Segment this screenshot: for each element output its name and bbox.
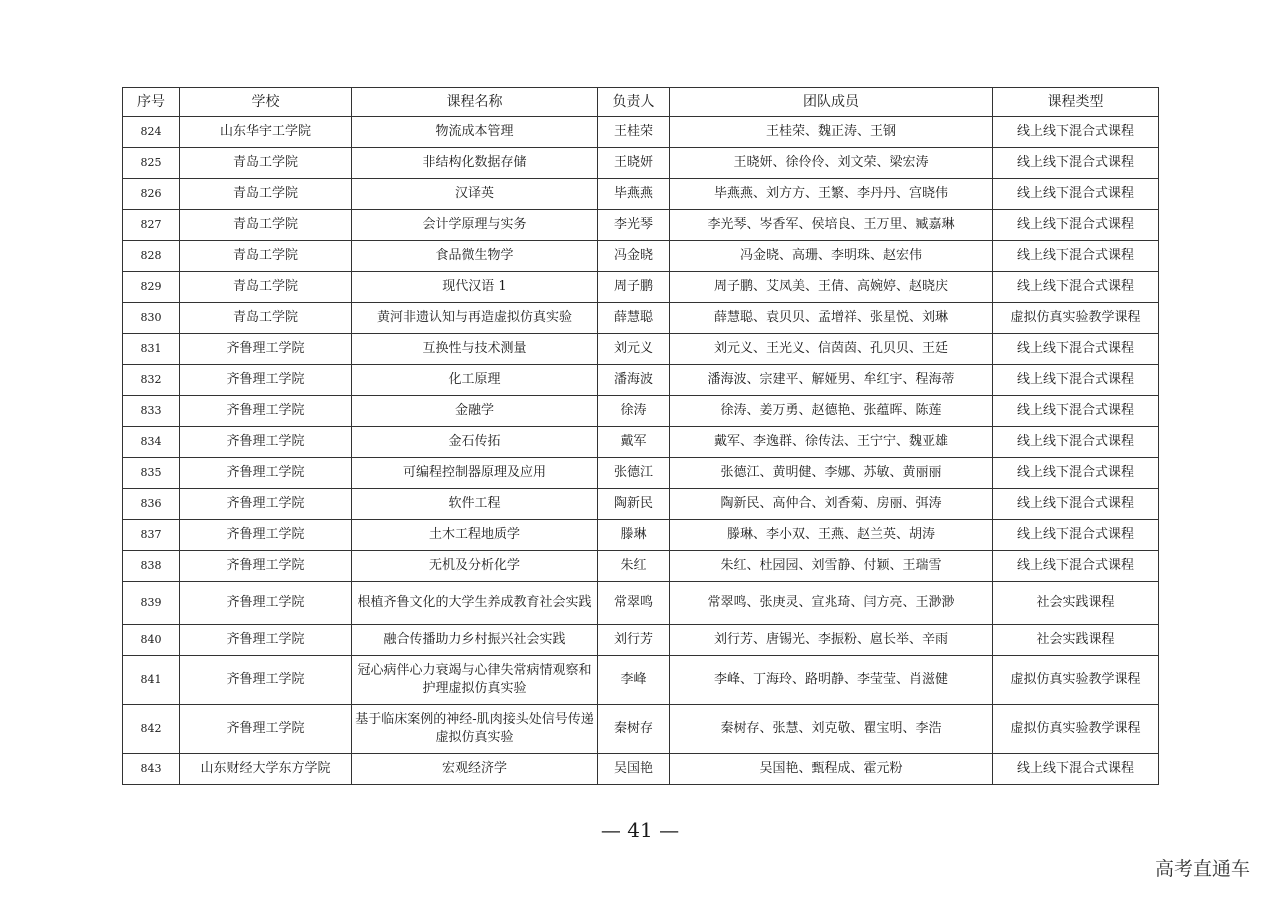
header-course: 课程名称	[352, 88, 598, 117]
cell-no: 835	[123, 458, 180, 489]
cell-members: 张德江、黄明健、李娜、苏敏、黄丽丽	[670, 458, 993, 489]
cell-no: 825	[123, 148, 180, 179]
cell-no: 839	[123, 582, 180, 625]
cell-leader: 陶新民	[598, 489, 670, 520]
cell-type: 虚拟仿真实验教学课程	[993, 303, 1159, 334]
cell-leader: 刘元义	[598, 334, 670, 365]
cell-no: 824	[123, 117, 180, 148]
cell-school: 齐鲁理工学院	[180, 427, 352, 458]
cell-members: 王晓妍、徐伶伶、刘文荣、梁宏涛	[670, 148, 993, 179]
cell-members: 戴军、李逸群、徐传法、王宁宁、魏亚雄	[670, 427, 993, 458]
cell-members: 陶新民、高仲合、刘香菊、房丽、弭涛	[670, 489, 993, 520]
cell-course: 互换性与技术测量	[352, 334, 598, 365]
cell-course: 基于临床案例的神经-肌肉接头处信号传递虚拟仿真实验	[352, 705, 598, 754]
cell-no: 829	[123, 272, 180, 303]
cell-school: 齐鲁理工学院	[180, 656, 352, 705]
cell-no: 843	[123, 754, 180, 785]
cell-no: 833	[123, 396, 180, 427]
cell-school: 齐鲁理工学院	[180, 551, 352, 582]
table-row	[123, 551, 1159, 582]
cell-type: 社会实践课程	[993, 625, 1159, 656]
cell-members: 薛慧聪、袁贝贝、孟增祥、张星悦、刘琳	[670, 303, 993, 334]
cell-leader: 李峰	[598, 656, 670, 705]
table-row	[123, 705, 1159, 754]
header-school: 学校	[180, 88, 352, 117]
cell-no: 837	[123, 520, 180, 551]
cell-leader: 刘行芳	[598, 625, 670, 656]
table-row	[123, 272, 1159, 303]
cell-no: 826	[123, 179, 180, 210]
cell-type: 线上线下混合式课程	[993, 458, 1159, 489]
table-row	[123, 303, 1159, 334]
table-row	[123, 148, 1159, 179]
cell-type: 线上线下混合式课程	[993, 148, 1159, 179]
cell-type: 线上线下混合式课程	[993, 272, 1159, 303]
cell-type: 线上线下混合式课程	[993, 117, 1159, 148]
cell-leader: 毕燕燕	[598, 179, 670, 210]
cell-type: 社会实践课程	[993, 582, 1159, 625]
cell-school: 青岛工学院	[180, 179, 352, 210]
cell-school: 齐鲁理工学院	[180, 365, 352, 396]
cell-members: 李光琴、岑香军、侯培良、王万里、臧嘉琳	[670, 210, 993, 241]
header-leader: 负责人	[598, 88, 670, 117]
cell-members: 王桂荣、魏正涛、王钢	[670, 117, 993, 148]
cell-leader: 秦树存	[598, 705, 670, 754]
cell-school: 齐鲁理工学院	[180, 334, 352, 365]
cell-school: 齐鲁理工学院	[180, 625, 352, 656]
cell-leader: 薛慧聪	[598, 303, 670, 334]
cell-no: 834	[123, 427, 180, 458]
cell-type: 线上线下混合式课程	[993, 520, 1159, 551]
cell-course: 宏观经济学	[352, 754, 598, 785]
cell-course: 土木工程地质学	[352, 520, 598, 551]
cell-course: 食品微生物学	[352, 241, 598, 272]
cell-no: 832	[123, 365, 180, 396]
cell-leader: 冯金晓	[598, 241, 670, 272]
table-row	[123, 625, 1159, 656]
cell-members: 朱红、杜园园、刘雪静、付颖、王瑞雪	[670, 551, 993, 582]
cell-course: 汉译英	[352, 179, 598, 210]
cell-type: 线上线下混合式课程	[993, 427, 1159, 458]
cell-members: 常翠鸣、张庚灵、宣兆琦、闫方亮、王渺渺	[670, 582, 993, 625]
header-type: 课程类型	[993, 88, 1159, 117]
cell-no: 842	[123, 705, 180, 754]
cell-type: 虚拟仿真实验教学课程	[993, 656, 1159, 705]
table-row	[123, 582, 1159, 625]
header-no: 序号	[123, 88, 180, 117]
cell-members: 周子鹏、艾凤美、王倩、高婉婷、赵晓庆	[670, 272, 993, 303]
table-row	[123, 656, 1159, 705]
cell-members: 冯金晓、高珊、李明珠、赵宏伟	[670, 241, 993, 272]
table-row	[123, 210, 1159, 241]
cell-course: 金石传拓	[352, 427, 598, 458]
cell-members: 吴国艳、甄程成、霍元粉	[670, 754, 993, 785]
cell-type: 线上线下混合式课程	[993, 365, 1159, 396]
cell-school: 青岛工学院	[180, 272, 352, 303]
cell-school: 齐鲁理工学院	[180, 705, 352, 754]
page-number: — 41 —	[600, 818, 680, 842]
cell-leader: 张德江	[598, 458, 670, 489]
cell-school: 青岛工学院	[180, 303, 352, 334]
cell-type: 线上线下混合式课程	[993, 489, 1159, 520]
cell-type: 虚拟仿真实验教学课程	[993, 705, 1159, 754]
cell-members: 徐涛、姜万勇、赵德艳、张蕴晖、陈莲	[670, 396, 993, 427]
cell-leader: 滕琳	[598, 520, 670, 551]
cell-no: 841	[123, 656, 180, 705]
cell-course: 融合传播助力乡村振兴社会实践	[352, 625, 598, 656]
header-members: 团队成员	[670, 88, 993, 117]
cell-type: 线上线下混合式课程	[993, 334, 1159, 365]
cell-members: 毕燕燕、刘方方、王繁、李丹丹、宫晓伟	[670, 179, 993, 210]
cell-course: 黄河非遗认知与再造虚拟仿真实验	[352, 303, 598, 334]
cell-school: 山东华宇工学院	[180, 117, 352, 148]
cell-leader: 常翠鸣	[598, 582, 670, 625]
cell-school: 齐鲁理工学院	[180, 396, 352, 427]
table-row	[123, 117, 1159, 148]
table-row	[123, 458, 1159, 489]
cell-no: 838	[123, 551, 180, 582]
cell-no: 831	[123, 334, 180, 365]
cell-members: 刘元义、王光义、信茵茵、孔贝贝、王廷	[670, 334, 993, 365]
cell-course: 非结构化数据存储	[352, 148, 598, 179]
table-header-row	[123, 88, 1159, 117]
cell-school: 齐鲁理工学院	[180, 458, 352, 489]
cell-members: 潘海波、宗建平、解娅男、牟红宇、程海蒂	[670, 365, 993, 396]
cell-members: 滕琳、李小双、王燕、赵兰英、胡涛	[670, 520, 993, 551]
cell-leader: 吴国艳	[598, 754, 670, 785]
cell-course: 无机及分析化学	[352, 551, 598, 582]
cell-no: 827	[123, 210, 180, 241]
cell-leader: 李光琴	[598, 210, 670, 241]
table-row	[123, 334, 1159, 365]
cell-school: 齐鲁理工学院	[180, 489, 352, 520]
cell-type: 线上线下混合式课程	[993, 396, 1159, 427]
cell-type: 线上线下混合式课程	[993, 241, 1159, 272]
table-row	[123, 365, 1159, 396]
cell-type: 线上线下混合式课程	[993, 179, 1159, 210]
cell-type: 线上线下混合式课程	[993, 210, 1159, 241]
cell-members: 李峰、丁海玲、路明静、李莹莹、肖滋健	[670, 656, 993, 705]
cell-leader: 潘海波	[598, 365, 670, 396]
cell-course: 金融学	[352, 396, 598, 427]
cell-course: 物流成本管理	[352, 117, 598, 148]
cell-leader: 戴军	[598, 427, 670, 458]
table-row	[123, 179, 1159, 210]
cell-leader: 王桂荣	[598, 117, 670, 148]
cell-school: 青岛工学院	[180, 241, 352, 272]
cell-leader: 王晓妍	[598, 148, 670, 179]
cell-course: 化工原理	[352, 365, 598, 396]
table-row	[123, 396, 1159, 427]
cell-no: 836	[123, 489, 180, 520]
cell-leader: 周子鹏	[598, 272, 670, 303]
cell-course: 会计学原理与实务	[352, 210, 598, 241]
cell-no: 830	[123, 303, 180, 334]
cell-members: 秦树存、张慧、刘克敬、瞿宝明、李浩	[670, 705, 993, 754]
table-row	[123, 427, 1159, 458]
cell-course: 软件工程	[352, 489, 598, 520]
table-row	[123, 241, 1159, 272]
table-row	[123, 520, 1159, 551]
cell-no: 828	[123, 241, 180, 272]
cell-course: 现代汉语 1	[352, 272, 598, 303]
cell-school: 青岛工学院	[180, 210, 352, 241]
cell-leader: 徐涛	[598, 396, 670, 427]
cell-school: 齐鲁理工学院	[180, 520, 352, 551]
cell-course: 可编程控制器原理及应用	[352, 458, 598, 489]
cell-course: 冠心病伴心力衰竭与心律失常病情观察和护理虚拟仿真实验	[352, 656, 598, 705]
table-body	[123, 117, 1159, 785]
cell-type: 线上线下混合式课程	[993, 551, 1159, 582]
cell-leader: 朱红	[598, 551, 670, 582]
course-table	[122, 87, 1159, 785]
table-row	[123, 754, 1159, 785]
table-row	[123, 489, 1159, 520]
cell-members: 刘行芳、唐锡光、李振粉、扈长举、辛雨	[670, 625, 993, 656]
cell-type: 线上线下混合式课程	[993, 754, 1159, 785]
cell-course: 根植齐鲁文化的大学生养成教育社会实践	[352, 582, 598, 625]
cell-no: 840	[123, 625, 180, 656]
cell-school: 山东财经大学东方学院	[180, 754, 352, 785]
watermark: 高考直通车	[1154, 858, 1250, 880]
cell-school: 青岛工学院	[180, 148, 352, 179]
cell-school: 齐鲁理工学院	[180, 582, 352, 625]
